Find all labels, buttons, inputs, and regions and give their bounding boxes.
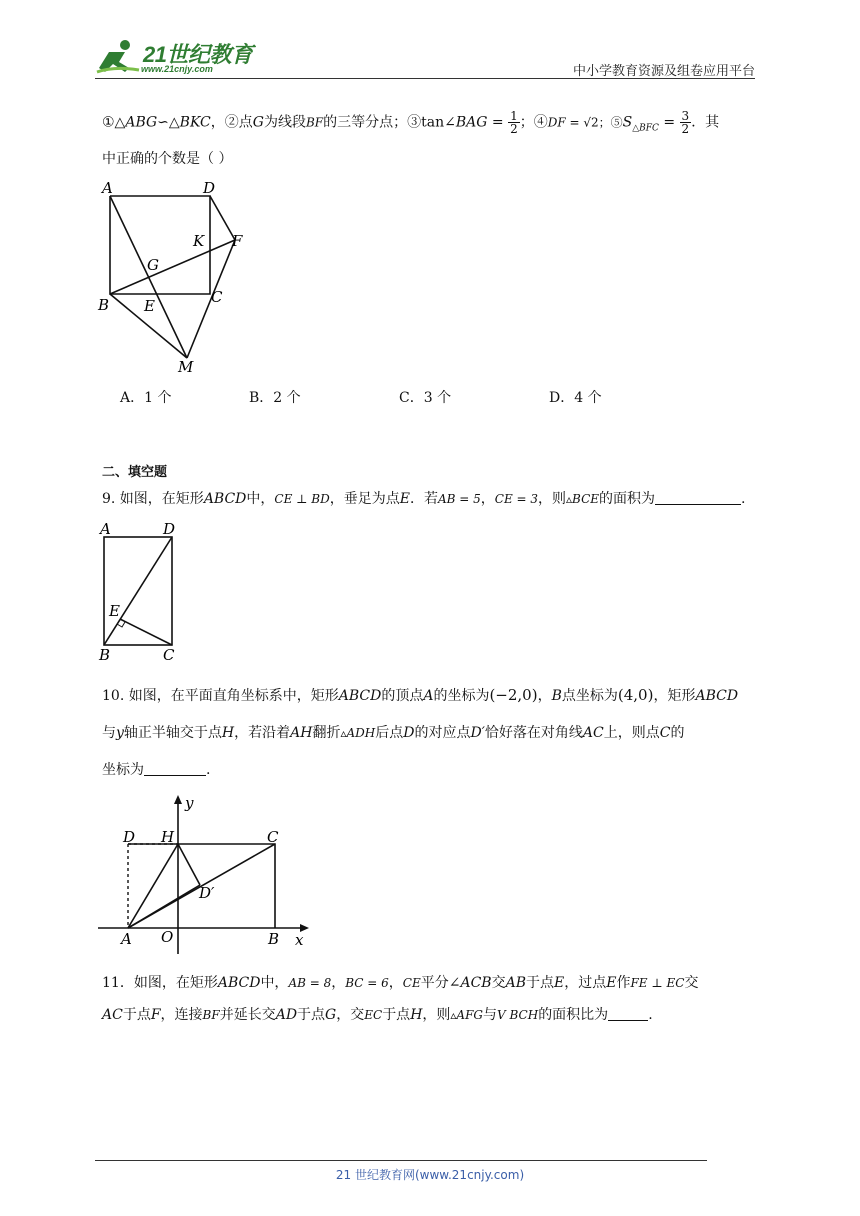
logo-url: www.21cnjy.com — [141, 64, 213, 74]
q8-label-k: K — [193, 232, 205, 250]
q10-label-x: x — [295, 931, 304, 949]
q10-label-a: A — [121, 930, 132, 948]
q8-label-m: M — [178, 358, 194, 376]
q10-answer-blank[interactable] — [144, 761, 206, 776]
header-divider — [95, 78, 755, 79]
runner-logo-icon — [95, 38, 141, 76]
q10-label-c: C — [267, 828, 279, 846]
q8-option-d[interactable]: D．4 个 — [549, 390, 602, 406]
q10-label-o: O — [161, 928, 174, 946]
site-logo — [95, 38, 260, 78]
q9-answer-blank[interactable] — [655, 490, 741, 505]
q10-label-dprime: D′ — [199, 884, 215, 902]
footer-divider — [95, 1160, 707, 1161]
q8-label-f: F — [232, 232, 243, 250]
q8-label-e: E — [144, 297, 155, 315]
q11-answer-blank[interactable] — [608, 1006, 648, 1021]
q9-label-d: D — [163, 520, 176, 538]
fraction-three-halves: $\frac{3}{2}$ — [681, 109, 690, 136]
q11-line2: AC于点F，连接BF并延长交AD于点G，交EC于点H，则▵AFG与V BCH的面积比为 . — [102, 1007, 653, 1023]
q8-option-c[interactable]: C．3 个 — [399, 390, 452, 406]
q11-line1: 11．如图，在矩形ABCD中，AB = 8，BC = 6，CE平分∠ACB交AB于点E，过点E作FE ⊥ EC交 — [102, 975, 699, 991]
q10-figure — [95, 792, 315, 958]
q10-line2: 与y轴正半轴交于点H，若沿着AH翻折▵ADH后点D的对应点D′恰好落在对角线AC上，则点C的 — [102, 725, 685, 741]
q8-option-a[interactable]: A．1 个 — [120, 390, 172, 406]
footer-link[interactable]: 21 世纪教育网(www.21cnjy.com) — [335, 1168, 525, 1182]
q8-question-line: 中正确的个数是（ ） — [102, 151, 233, 167]
fraction-one-half: $\frac{1}{2}$ — [510, 109, 518, 136]
q9-label-e: E — [109, 602, 120, 620]
q8-label-c: C — [211, 288, 223, 306]
q8-label-a: A — [102, 179, 113, 197]
logo-text: 21世纪教育 — [143, 42, 253, 67]
q9-figure — [95, 516, 195, 666]
q10-label-d: D — [123, 828, 136, 846]
q8-statements: ①△ABG∽△BKC，②点G为线段BF的三等分点；③tan∠BAG = $\frac{1}{2}$ ；④DF = √2；$⑤S_{\triangle BFC}$ = $\frac{3}{2}$ ．其 — [102, 109, 720, 136]
q10-line3: 坐标为 . — [102, 762, 211, 778]
q9-label-c: C — [163, 646, 175, 664]
q8-figure — [95, 176, 265, 376]
q10-label-h: H — [161, 828, 175, 846]
q9-label-b: B — [99, 646, 111, 664]
q8-label-b: B — [98, 296, 110, 314]
q8-label-g: G — [147, 256, 159, 274]
q10-line1: 10. 如图，在平面直角坐标系中，矩形ABCD的顶点A的坐标为(−2,0)，B点坐标为(4,0)，矩形ABCD — [102, 686, 739, 704]
q8-option-b[interactable]: B．2 个 — [249, 390, 301, 406]
section-heading: 二、填空题 — [102, 465, 168, 480]
platform-name: 中小学教育资源及组卷应用平台 — [572, 64, 755, 79]
q10-label-b: B — [268, 930, 280, 948]
q8-label-d: D — [203, 179, 216, 197]
q9-label-a: A — [100, 520, 111, 538]
q10-label-y: y — [185, 794, 194, 812]
q9-text: 9. 如图，在矩形ABCD中，CE ⊥ BD，垂足为点E．若AB = 5，CE = 3，则▵BCE的面积为 . — [102, 491, 746, 507]
